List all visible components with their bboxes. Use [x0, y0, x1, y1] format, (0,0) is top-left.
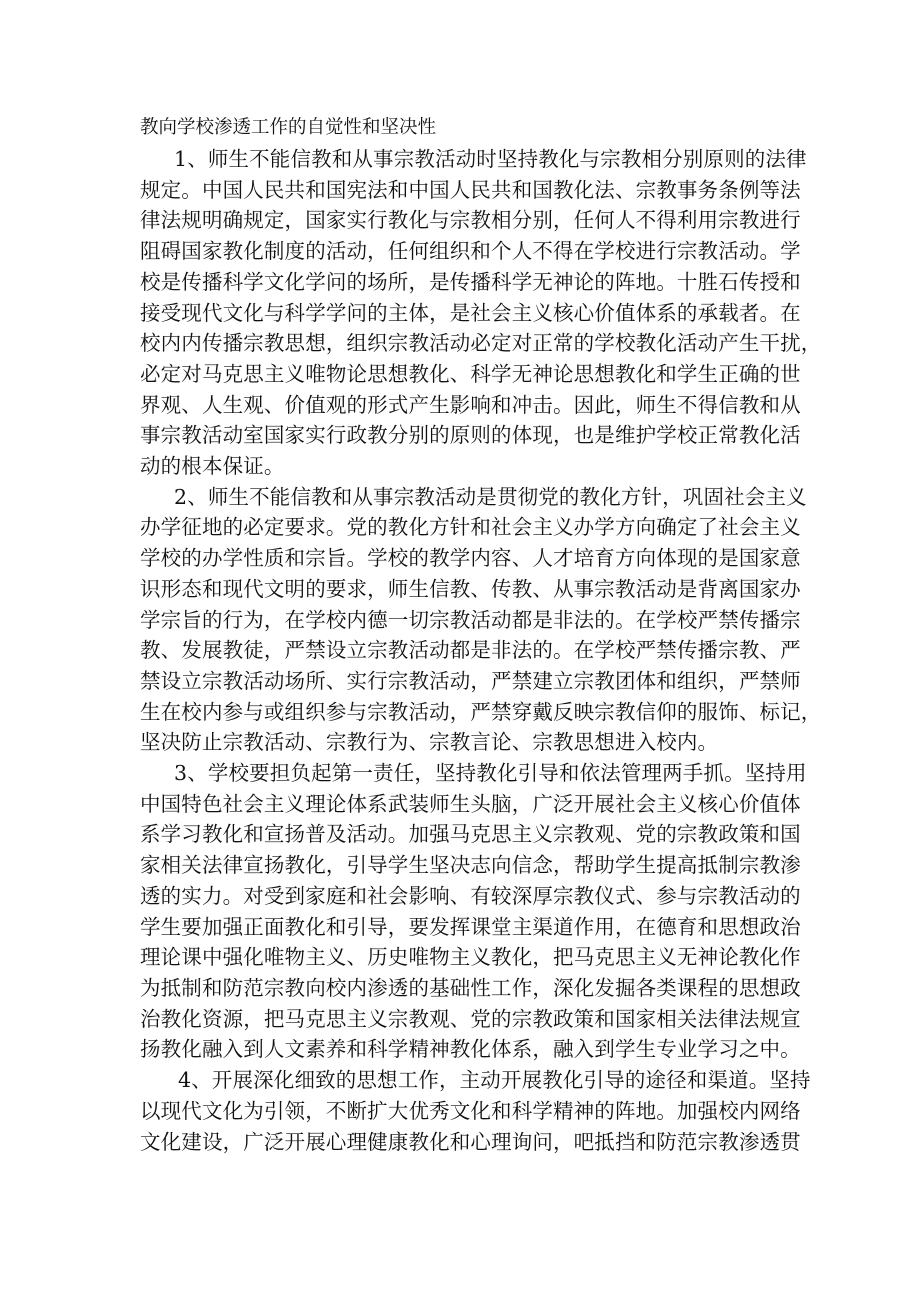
text-line: 中国特色社会主义理论体系武装师生头脑，广泛开展社会主义核心价值体	[140, 791, 801, 816]
text-line: 动的根本保证。	[140, 454, 285, 479]
text-line: 规定。中国人民共和国宪法和中国人民共和国教化法、宗教事务条例等法	[140, 177, 801, 202]
text-line: 界观、人生观、价值观的形式产生影响和冲击。因此，师生不得信教和从	[140, 392, 801, 417]
text-line: 系学习教化和宣扬普及活动。加强马克思主义宗教观、党的宗教政策和国	[140, 822, 801, 847]
text-line: 4、开展深化细致的思想工作，主动开展教化引导的途径和渠道。坚持	[178, 1068, 811, 1093]
text-line: 透的实力。对受到家庭和社会影响、有较深厚宗教仪式、参与宗教活动的	[140, 883, 801, 908]
text-line: 办学征地的必定要求。党的教化方针和社会主义办学方向确定了社会主义	[140, 515, 801, 540]
text-line: 家相关法律宣扬教化，引导学生坚决志向信念，帮助学生提高抵制宗教渗	[140, 853, 801, 878]
text-line: 1、师生不能信教和从事宗教活动时坚持教化与宗教相分别原则的法律	[174, 147, 807, 171]
text-line: 接受现代文化与科学学问的主体，是社会主义核心价值体系的承载者。在	[140, 300, 801, 325]
text-line: 律法规明确规定，国家实行教化与宗教相分别，任何人不得利用宗教进行	[140, 208, 801, 233]
paragraph-2	[140, 482, 822, 758]
text-line: 学生要加强正面教化和引导，要发挥课堂主渠道作用，在德育和思想政治	[140, 914, 801, 939]
text-line: 学宗旨的行为，在学校内德一切宗教活动都是非法的。在学校严禁传播宗	[140, 607, 801, 632]
text-line: 坚决防止宗教活动、宗教行为、宗教言论、宗教思想进入校内。	[140, 730, 719, 755]
text-line: 扬教化融入到人文素养和科学精神教化体系，融入到学生专业学习之中。	[140, 1037, 801, 1062]
text-line: 校内内传播宗教思想，组织宗教活动必定对正常的学校教化活动产生干扰，	[140, 331, 822, 356]
paragraph-1	[140, 144, 822, 482]
paragraph-4	[140, 1065, 811, 1157]
text-line: 以现代文化为引领，不断扩大优秀文化和科学精神的阵地。加强校内网络	[140, 1098, 801, 1123]
text-line: 教、发展教徒，严禁设立宗教活动都是非法的。在学校严禁传播宗教、严	[140, 638, 801, 663]
text-line: 文化建设，广泛开展心理健康教化和心理询问，吧抵挡和防范宗教渗透贯	[140, 1129, 801, 1154]
text-line: 必定对马克思主义唯物论思想教化、科学无神论思想教化和学生正确的世	[140, 361, 801, 386]
document-title: 教向学校渗透工作的自觉性和坚决性	[140, 117, 437, 138]
text-line: 为抵制和防范宗教向校内渗透的基础性工作，深化发掘各类课程的思想政	[140, 975, 801, 1000]
text-line: 识形态和现代文明的要求，师生信教、传教、从事宗教活动是背离国家办	[140, 576, 801, 601]
text-line: 阻碍国家教化制度的活动，任何组织和个人不得在学校进行宗教活动。学	[140, 239, 801, 264]
text-line: 理论课中强化唯物主义、历史唯物主义教化，把马克思主义无神论教化作	[140, 945, 801, 970]
text-line: 禁设立宗教活动场所、实行宗教活动，严禁建立宗教团体和组织，严禁师	[140, 668, 801, 693]
text-line: 校是传播科学文化学问的场所，是传播科学无神论的阵地。十胜石传授和	[140, 269, 801, 294]
paragraph-3	[140, 758, 807, 1065]
text-line: 生在校内参与或组织参与宗教活动，严禁穿戴反映宗教信仰的服饰、标记，	[140, 699, 822, 724]
text-line: 3、学校要担负起第一责任，坚持教化引导和依法管理两手抓。坚持用	[174, 761, 807, 786]
text-line: 治教化资源，把马克思主义宗教观、党的宗教政策和国家相关法律法规宣	[140, 1006, 801, 1031]
document-body	[140, 144, 822, 1157]
text-line: 2、师生不能信教和从事宗教活动是贯彻党的教化方针，巩固社会主义	[174, 484, 807, 509]
text-line: 学校的办学性质和宗旨。学校的教学内容、人才培育方向体现的是国家意	[140, 546, 801, 571]
text-line: 事宗教活动室国家实行政教分别的原则的体现，也是维护学校正常教化活	[140, 423, 801, 448]
